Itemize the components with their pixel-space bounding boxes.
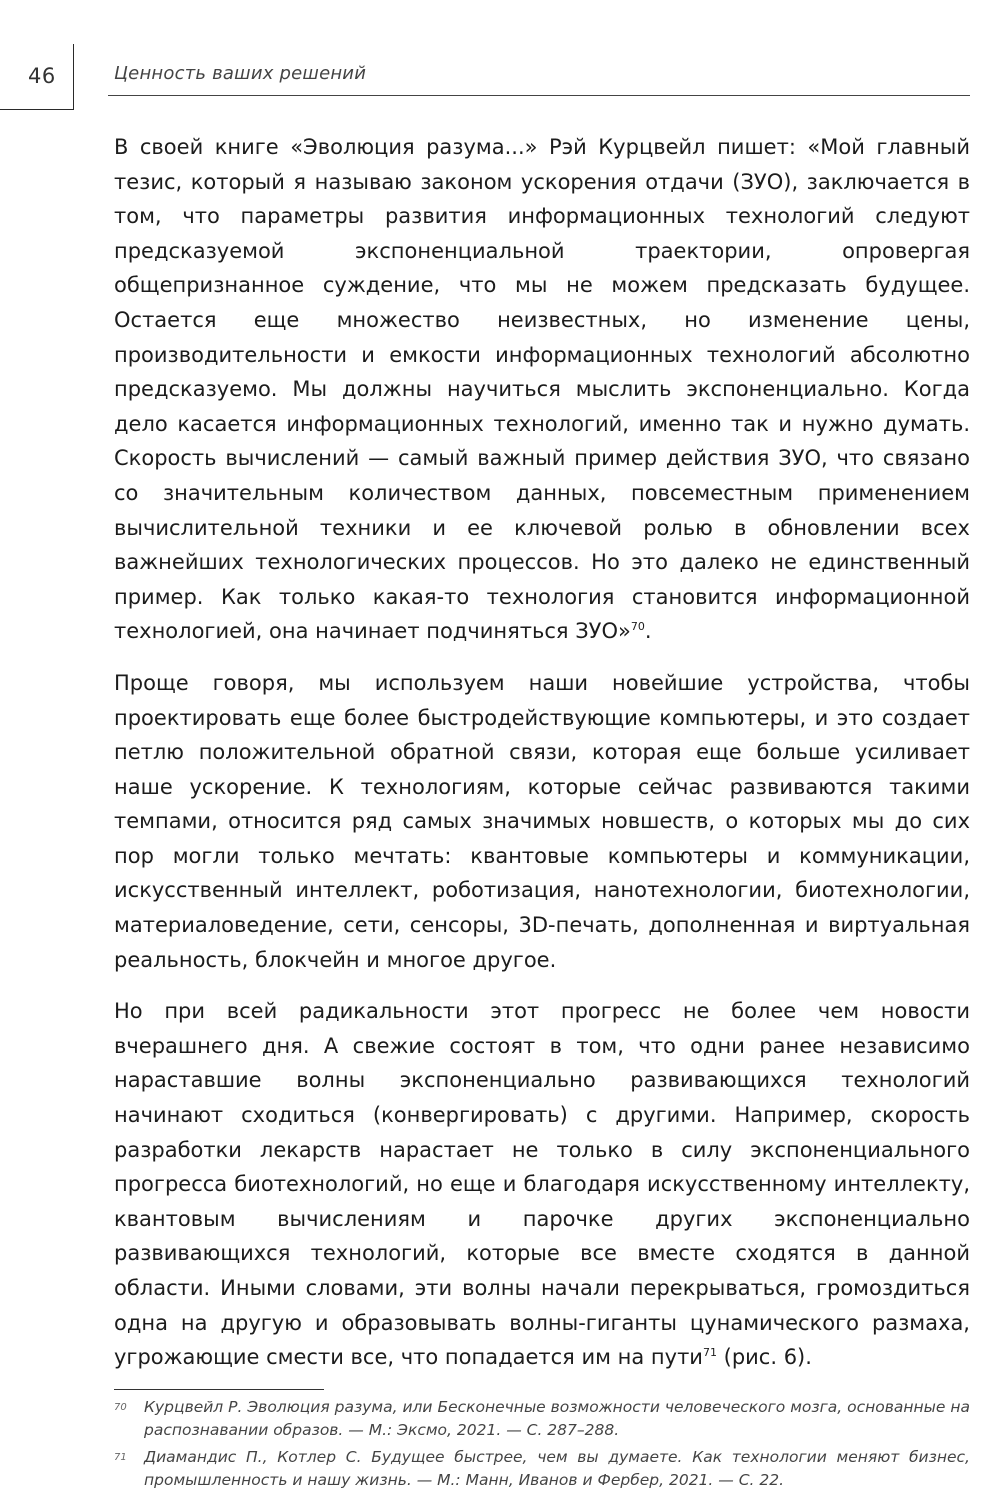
body-text: [114, 130, 970, 1392]
footnote-ref-71: 71: [702, 1346, 717, 1360]
footnote-divider: [114, 1389, 324, 1390]
footnote-71: [114, 1446, 970, 1492]
paragraph-1: [114, 130, 970, 649]
footnote-71-number: 71: [114, 1452, 127, 1463]
footnotes: [114, 1396, 970, 1496]
paragraph-2: [114, 666, 970, 977]
running-title: Ценность ваших решений: [114, 63, 367, 84]
footnote-70-number: 70: [114, 1402, 127, 1413]
footnote-70-text: Курцвейл Р. Эволюция разума, или Бесконечные возможности человеческого мозга, основанные на распознавании образов. — М.: Эксмо, 2021. — С. 287–288.: [144, 1398, 970, 1439]
footnote-ref-70: 70: [630, 620, 645, 634]
footnote-71-text: Диамандис П., Котлер С. Будущее быстрее, чем вы думаете. Как технологии меняют бизнес, промышленность и нашу жизнь. — М.: Манн, Иванов и Фербер, 2021. — С. 22.: [144, 1448, 970, 1489]
paragraph-3: [114, 994, 970, 1375]
paragraph-3-text: Но при всей радикальности этот прогресс не более чем новости вчерашнего дня. А свежие состоят в том, что одни ранее независимо нараставшие волны экспоненциально развивающихся технологий начинают сходиться (конвергировать) с другими. Например, скорость разработки лекарств нарастает не только в силу экспоненциального прогресса биотехнологий, но еще и благодаря искусственному интеллекту, квантовым вычислениям и парочке других экспоненциально развивающихся технологий, которые все вместе сходятся в данной области. Иными словами, эти волны начали перекрываться, громоздиться одна на другую и образовывать волны-гиганты цунамического размаха, угрожающие смести все, что попадается им на пути: [114, 999, 970, 1370]
paragraph-1-tail: .: [644, 619, 652, 644]
paragraph-3-tail: (рис. 6).: [716, 1345, 812, 1370]
paragraph-2-text: Проще говоря, мы используем наши новейшие устройства, чтобы проектировать еще более быстродействующие компьютеры, и это создает петлю положительной обратной связи, которая еще больше усиливает наше ускорение. К технологиям, которые сейчас развиваются такими темпами, относится ряд самых значимых новшеств, о которых мы до сих пор могли только мечтать: квантовые компьютеры и коммуникации, искусственный интеллект, роботизация, нанотехнологии, биотехнологии, материаловедение, сети, сенсоры, 3D-печать, дополненная и виртуальная реальность, блокчейн и многое другое.: [114, 670, 970, 972]
page-number: 46: [28, 64, 56, 88]
footnote-70: [114, 1396, 970, 1442]
header-divider: [108, 95, 970, 96]
paragraph-1-text: В своей книге «Эволюция разума...» Рэй Курцвейл пишет: «Мой главный тезис, который я называю законом ускорения отдачи (ЗУО), заключается в том, что параметры развития информационных технологий следуют предсказуемой экспоненциальной траектории, опровергая общепризнанное суждение, что мы не можем предсказать будущее. Остается еще множество неизвестных, но изменение цены, производительности и емкости информационных технологий абсолютно предсказуемо. Мы должны научиться мыслить экспоненциально. Когда дело касается информационных технологий, именно так и нужно думать. Скорость вычислений — самый важный пример действия ЗУО, что связано со значительным количеством данных, повсеместным применением вычислительной техники и ее ключевой ролью в обновлении всех важнейших технологических процессов. Но это далеко не единственный пример. Как только какая-то технология становится информационной технологией, она начинает подчиняться ЗУО»: [114, 135, 970, 644]
